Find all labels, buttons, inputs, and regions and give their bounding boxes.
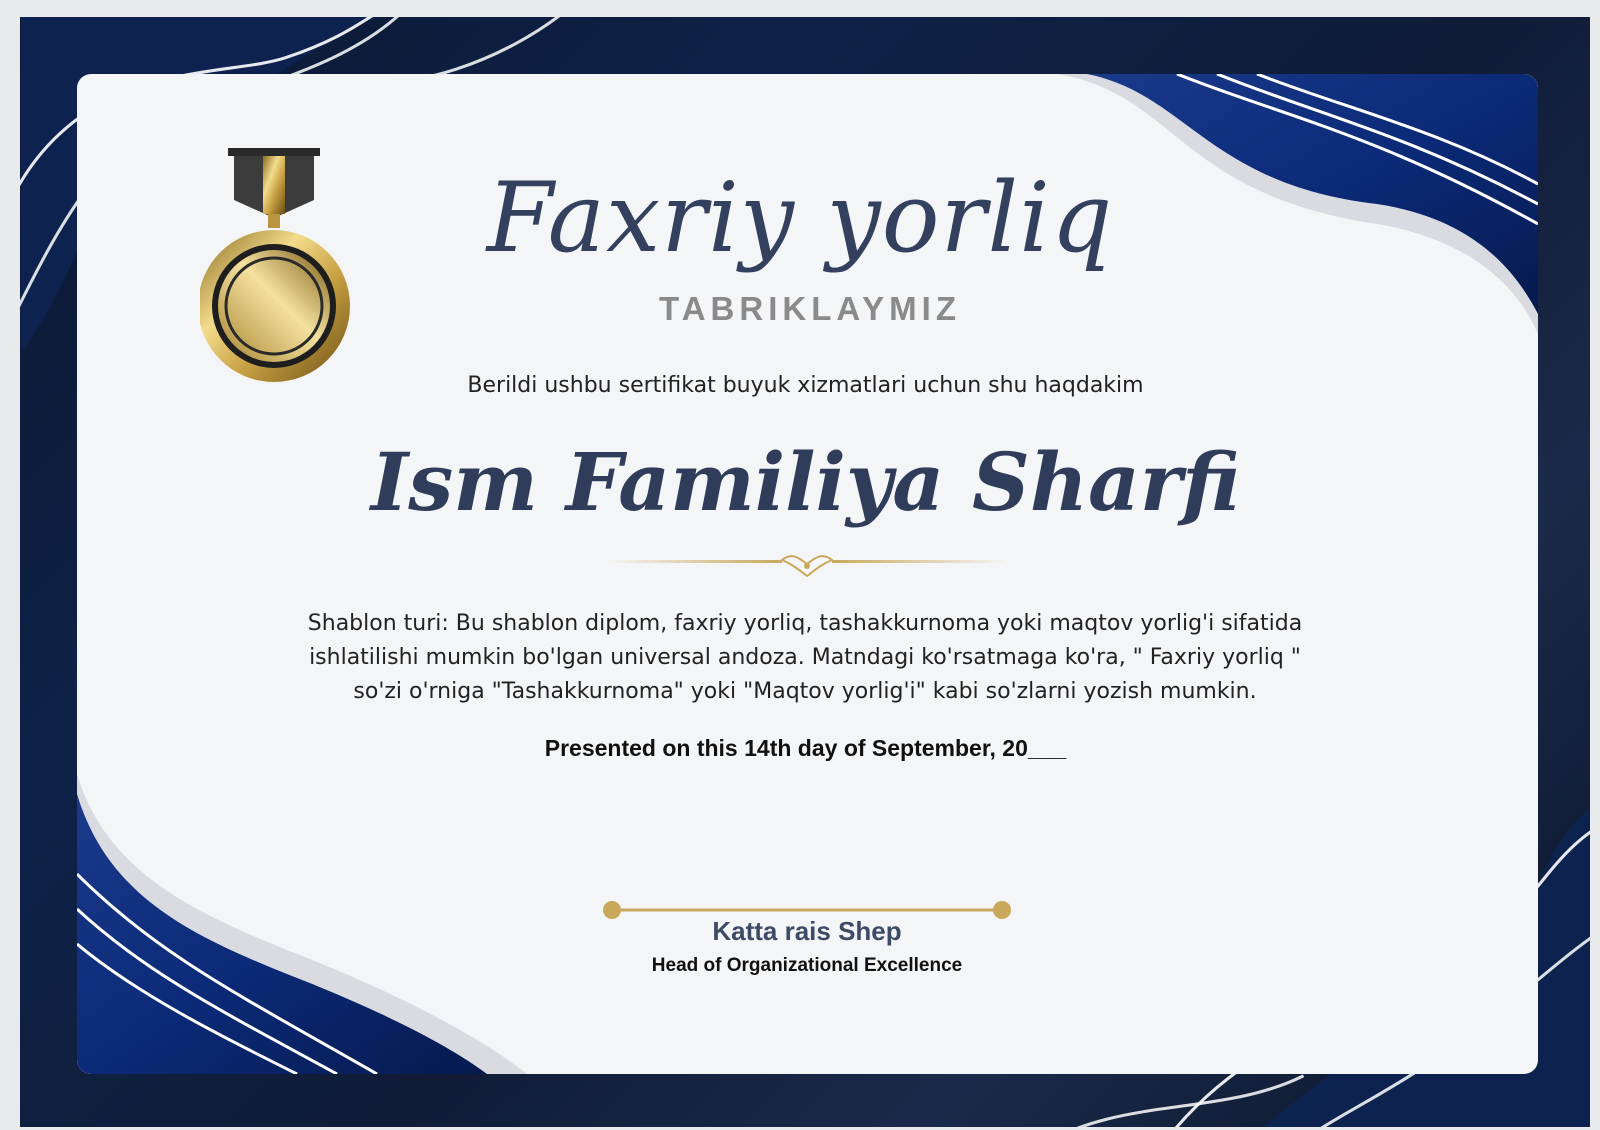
signer-role: Head of Organizational Excellence: [651, 955, 963, 976]
certificate-subtitle: TABRIKLAYMIZ: [659, 290, 961, 327]
signer-name: Katta rais Shep: [712, 916, 902, 946]
ornament-divider-icon: [607, 550, 1007, 580]
body-line: ishlatilishi mumkin bo'lgan universal andoza. Matndagi ko'rsatmaga ko'ra, " Faxriy yorliq ": [309, 645, 1301, 670]
body-text: [290, 607, 1320, 709]
presented-date: Presented on this 14th day of September, 20___: [544, 735, 1067, 761]
body-line: Shablon turi: Bu shablon diplom, faxriy yorliq, tashakkurnoma yoki maqtov yorlig'i sifatida: [307, 611, 1303, 636]
certificate-title: Faxriy yorliq: [486, 162, 1114, 274]
lead-text: Berildi ushbu sertifikat buyuk xizmatlari uchun shu haqdakim: [467, 373, 1144, 398]
body-line: so'zi o'rniga "Tashakkurnoma" yoki "Maqtov yorlig'i" kabi so'zlarni yozish mumkin.: [353, 679, 1257, 704]
recipient-name: Ism Familiya Sharfi: [370, 435, 1241, 529]
